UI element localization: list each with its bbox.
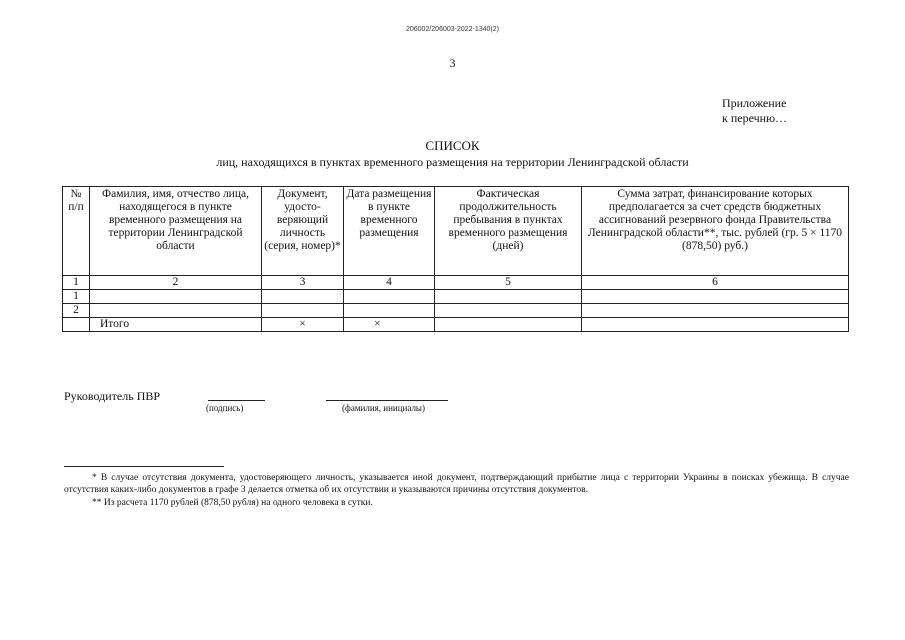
table-total-row	[63, 318, 849, 332]
table-cell	[435, 290, 582, 304]
page-number: 3	[449, 56, 456, 70]
table-cell	[582, 318, 849, 332]
document-code: 206002/206003-2022-1340(2)	[405, 26, 500, 33]
table-row	[63, 304, 849, 318]
persons-table	[62, 186, 849, 332]
header-number: № п/п	[63, 187, 90, 276]
total-cross-mark: ×	[262, 318, 344, 332]
signature-line	[208, 400, 265, 401]
footnote-2: ** Из расчета 1170 рублей (878,50 рубля) на одного человека в сутки.	[92, 498, 373, 508]
table-cell	[344, 304, 435, 318]
header-duration: Фактическая продолжительность пребывания в пунктах временного размещения (дней)	[435, 187, 582, 276]
footnote-1: * В случае отсутствия документа, удостоверяющего личность, указывается иной документ, подтверждающий прибытие лица с территории Украины в поисках убежища. В случае отсутствия каких-либо документов в графе 3 делается отметка об их отсутствии и указываются причины отсутствия документов.	[64, 473, 849, 495]
table-cell	[344, 290, 435, 304]
table-cell: 2	[63, 304, 90, 318]
table-cell	[90, 290, 262, 304]
total-cross-mark: ×	[344, 318, 435, 332]
document-subtitle: лиц, находящихся в пунктах временного размещения на территории Ленинградской области	[216, 155, 689, 169]
table-cell: 6	[582, 276, 849, 290]
signature-caption: (подпись)	[206, 403, 244, 413]
table-header-row	[63, 187, 849, 276]
footnote-divider	[64, 466, 224, 467]
table-cell	[582, 290, 849, 304]
table-cell: 4	[344, 276, 435, 290]
table-cell	[63, 318, 90, 332]
table-cell: 3	[262, 276, 344, 290]
table-row	[63, 276, 849, 290]
total-label: Итого	[90, 318, 262, 332]
table-row	[63, 290, 849, 304]
table-cell: 1	[63, 276, 90, 290]
name-line	[326, 400, 448, 401]
header-full-name: Фамилия, имя, отчество лица, находящегося в пункте временного размещения на территории Ленинградской области	[90, 187, 262, 276]
table-cell	[582, 304, 849, 318]
name-caption: (фамилия, инициалы)	[342, 403, 425, 413]
header-placement-date: Дата размещения в пункте временного размещения	[344, 187, 435, 276]
appendix-note	[722, 96, 787, 126]
header-cost-sum: Сумма затрат, финансирование которых предполагается за счет средств бюджетных ассигнований резервного фонда Правительства Ленинградской области**, тыс. рублей (гр. 5 × 1170 (878,50) руб.)	[582, 187, 849, 276]
table-cell	[435, 318, 582, 332]
appendix-line-2: к перечню…	[722, 111, 788, 125]
document-title: СПИСОК	[425, 138, 480, 153]
table-cell	[90, 304, 262, 318]
table-cell	[262, 290, 344, 304]
appendix-line-1: Приложение	[722, 96, 787, 110]
table-cell	[262, 304, 344, 318]
header-id-document: Документ, удосто-веряющий личность (серия, номер)*	[262, 187, 344, 276]
signer-label: Руководитель ПВР	[64, 389, 161, 403]
table-cell: 2	[90, 276, 262, 290]
table-cell	[435, 304, 582, 318]
table-cell: 5	[435, 276, 582, 290]
table-cell: 1	[63, 290, 90, 304]
